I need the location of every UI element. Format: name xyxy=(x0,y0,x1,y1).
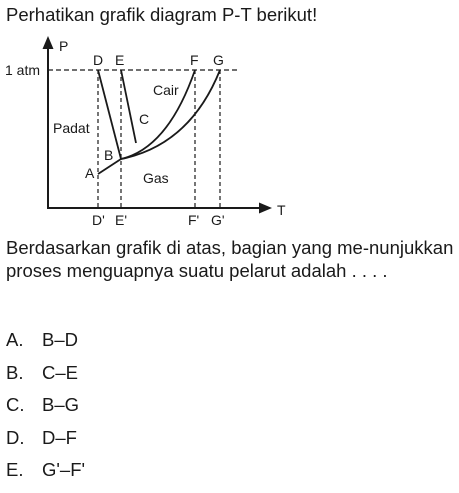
point-label-a: A xyxy=(85,165,95,181)
t-axis-label: T xyxy=(277,202,286,218)
region-label-gas: Gas xyxy=(143,170,169,186)
option-text: G'–F' xyxy=(42,459,86,480)
option-letter: B. xyxy=(6,361,24,383)
option-d[interactable] xyxy=(6,426,306,459)
point-label-c: C xyxy=(139,111,150,127)
melting-curve xyxy=(98,70,121,159)
point-label-e: E xyxy=(115,52,125,68)
point-label-d: D xyxy=(93,52,104,68)
t-axis-arrow xyxy=(259,203,272,214)
p-axis-arrow xyxy=(43,36,54,49)
option-a[interactable] xyxy=(6,328,306,361)
option-c[interactable] xyxy=(6,393,306,426)
region-label-liquid: Cair xyxy=(153,82,179,98)
option-b[interactable] xyxy=(6,361,306,394)
region-label-solid: Padat xyxy=(53,120,90,136)
phase-diagram xyxy=(0,32,300,232)
option-text: C–E xyxy=(42,361,78,383)
option-text: B–D xyxy=(42,329,78,350)
question-text: Berdasarkan grafik di atas, bagian yang me-nunjukkan proses menguapnya suatu pelarut adalah . . . . xyxy=(6,237,454,281)
pressure-label: 1 atm xyxy=(5,62,41,78)
tick-label-e: E' xyxy=(115,212,128,228)
solution-melting-curve xyxy=(121,70,136,143)
problem-intro: Perhatikan grafik diagram P-T berikut! xyxy=(6,4,318,25)
tick-label-g: G' xyxy=(211,212,225,228)
p-axis-label: P xyxy=(59,38,69,54)
option-letter: A. xyxy=(6,329,24,350)
answer-options xyxy=(6,328,306,491)
tick-label-f: F' xyxy=(188,212,200,228)
tick-label-d: D' xyxy=(92,212,105,228)
option-letter: E. xyxy=(6,459,24,480)
option-text: D–F xyxy=(42,426,77,448)
option-letter: C. xyxy=(6,394,25,415)
option-letter: D. xyxy=(6,426,25,448)
option-e[interactable] xyxy=(6,458,306,491)
point-label-g: G xyxy=(213,52,224,68)
point-label-f: F xyxy=(190,52,199,68)
option-text: B–G xyxy=(42,394,80,415)
point-label-b: B xyxy=(104,147,114,163)
